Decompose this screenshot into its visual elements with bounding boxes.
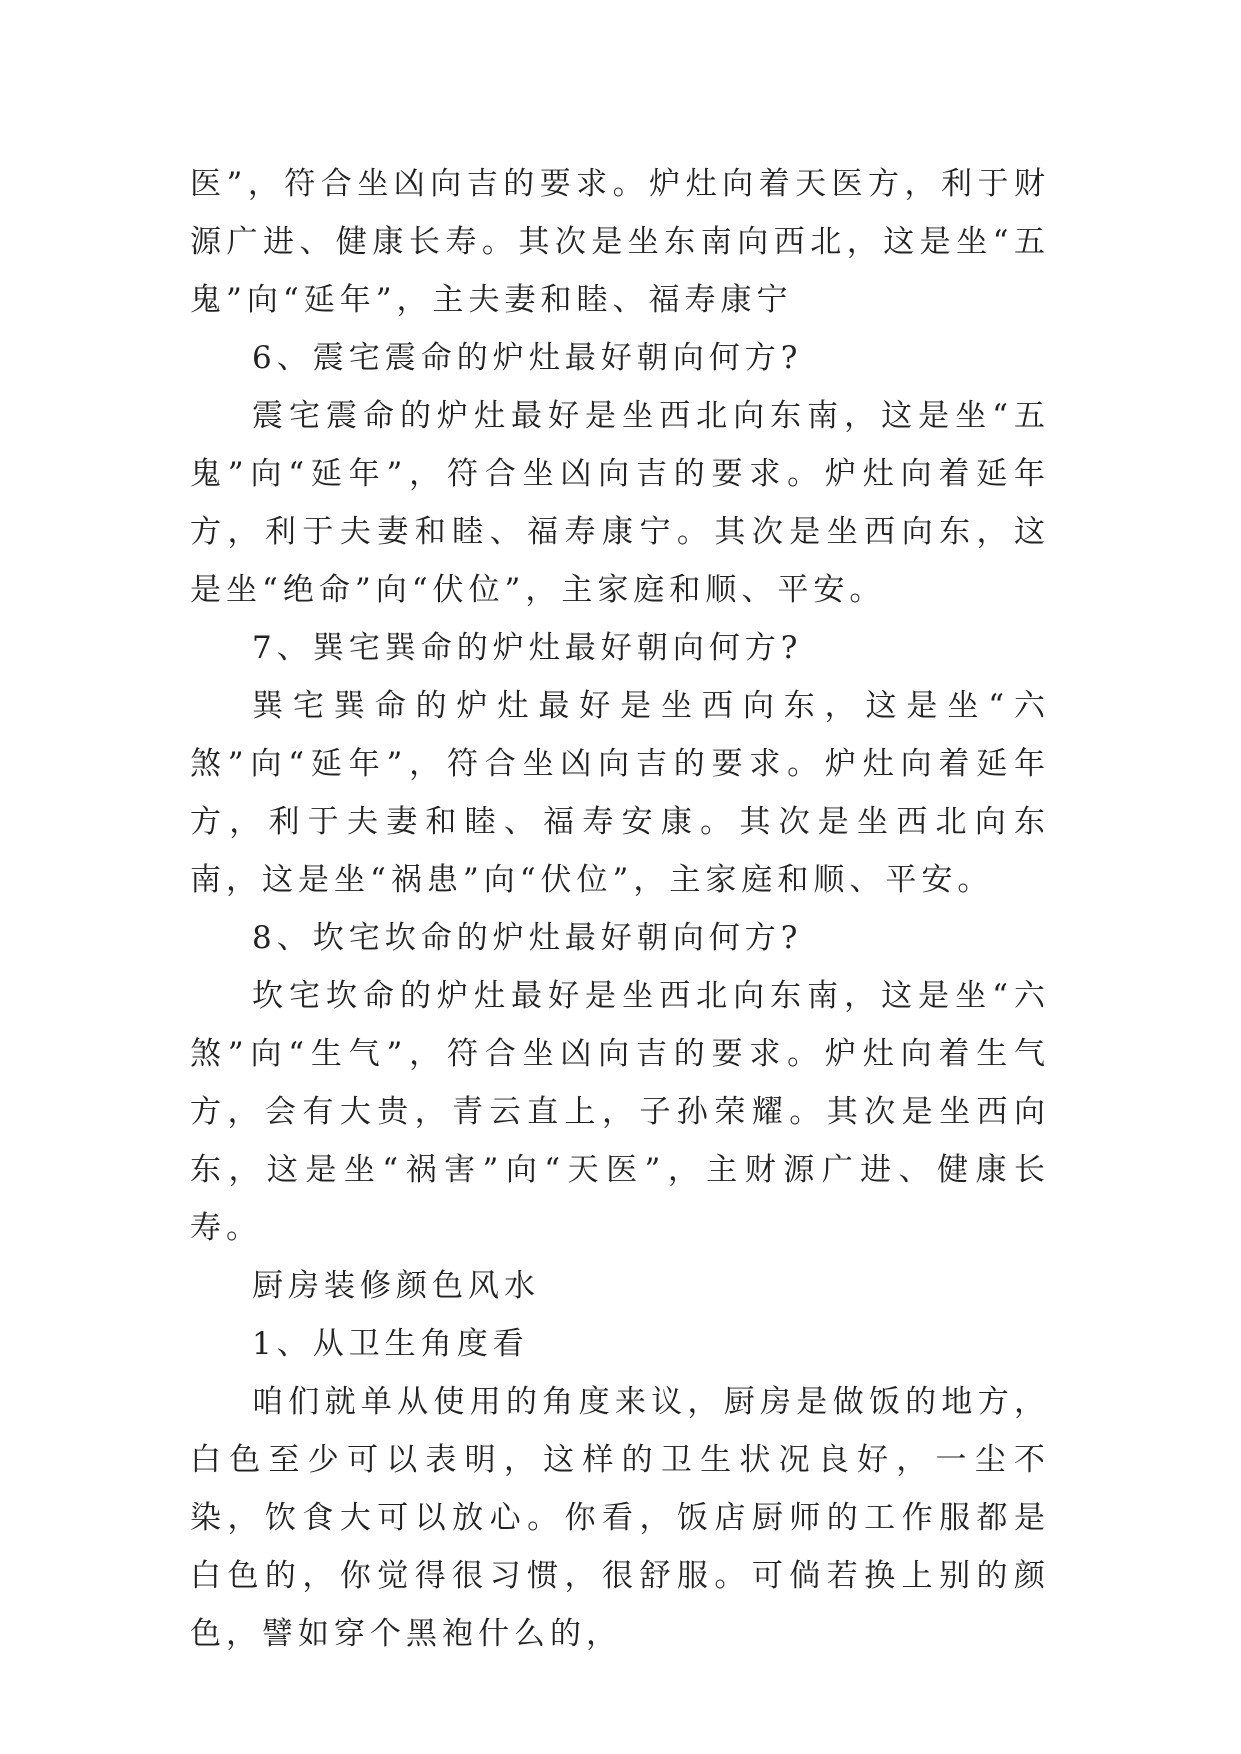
heading-kan-stove: 8、坎宅坎命的炉灶最好朝向何方? xyxy=(252,920,803,956)
heading-xun-stove: 7、巽宅巽命的炉灶最好朝向何方? xyxy=(252,630,803,666)
heading-kitchen-color: 厨房装修颜色风水 xyxy=(252,1268,540,1304)
document-page xyxy=(190,155,1050,1663)
paragraph-continuation: 医”，符合坐凶向吉的要求。炉灶向着天医方，利于财源广进、健康长寿。其次是坐东南向西北，这是坐“五鬼”向“延年”，主夫妻和睦、福寿康宁 xyxy=(190,166,1050,318)
heading-hygiene: 1、从卫生角度看 xyxy=(252,1326,529,1362)
paragraph-xun-stove: 巽宅巽命的炉灶最好是坐西向东，这是坐“六煞”向“延年”，符合坐凶向吉的要求。炉灶向着延年方，利于夫妻和睦、福寿安康。其次是坐西北向东南，这是坐“祸患”向“伏位”，主家庭和顺、平安。 xyxy=(190,688,1050,898)
paragraph-kan-stove: 坎宅坎命的炉灶最好是坐西北向东南，这是坐“六煞”向“生气”，符合坐凶向吉的要求。炉灶向着生气方，会有大贵，青云直上，子孙荣耀。其次是坐西向东，这是坐“祸害”向“天医”，主财源广进、健康长寿。 xyxy=(190,978,1050,1246)
paragraph-hygiene: 咱们就单从使用的角度来议，厨房是做饭的地方，白色至少可以表明，这样的卫生状况良好，一尘不染，饮食大可以放心。你看，饭店厨师的工作服都是白色的，你觉得很习惯，很舒服。可倘若换上别的颜色，譬如穿个黑袍什么的， xyxy=(190,1384,1050,1652)
paragraph-zhen-stove: 震宅震命的炉灶最好是坐西北向东南，这是坐“五鬼”向“延年”，符合坐凶向吉的要求。炉灶向着延年方，利于夫妻和睦、福寿康宁。其次是坐西向东，这是坐“绝命”向“伏位”，主家庭和顺、平安。 xyxy=(190,398,1050,608)
heading-zhen-stove: 6、震宅震命的炉灶最好朝向何方? xyxy=(252,340,803,376)
